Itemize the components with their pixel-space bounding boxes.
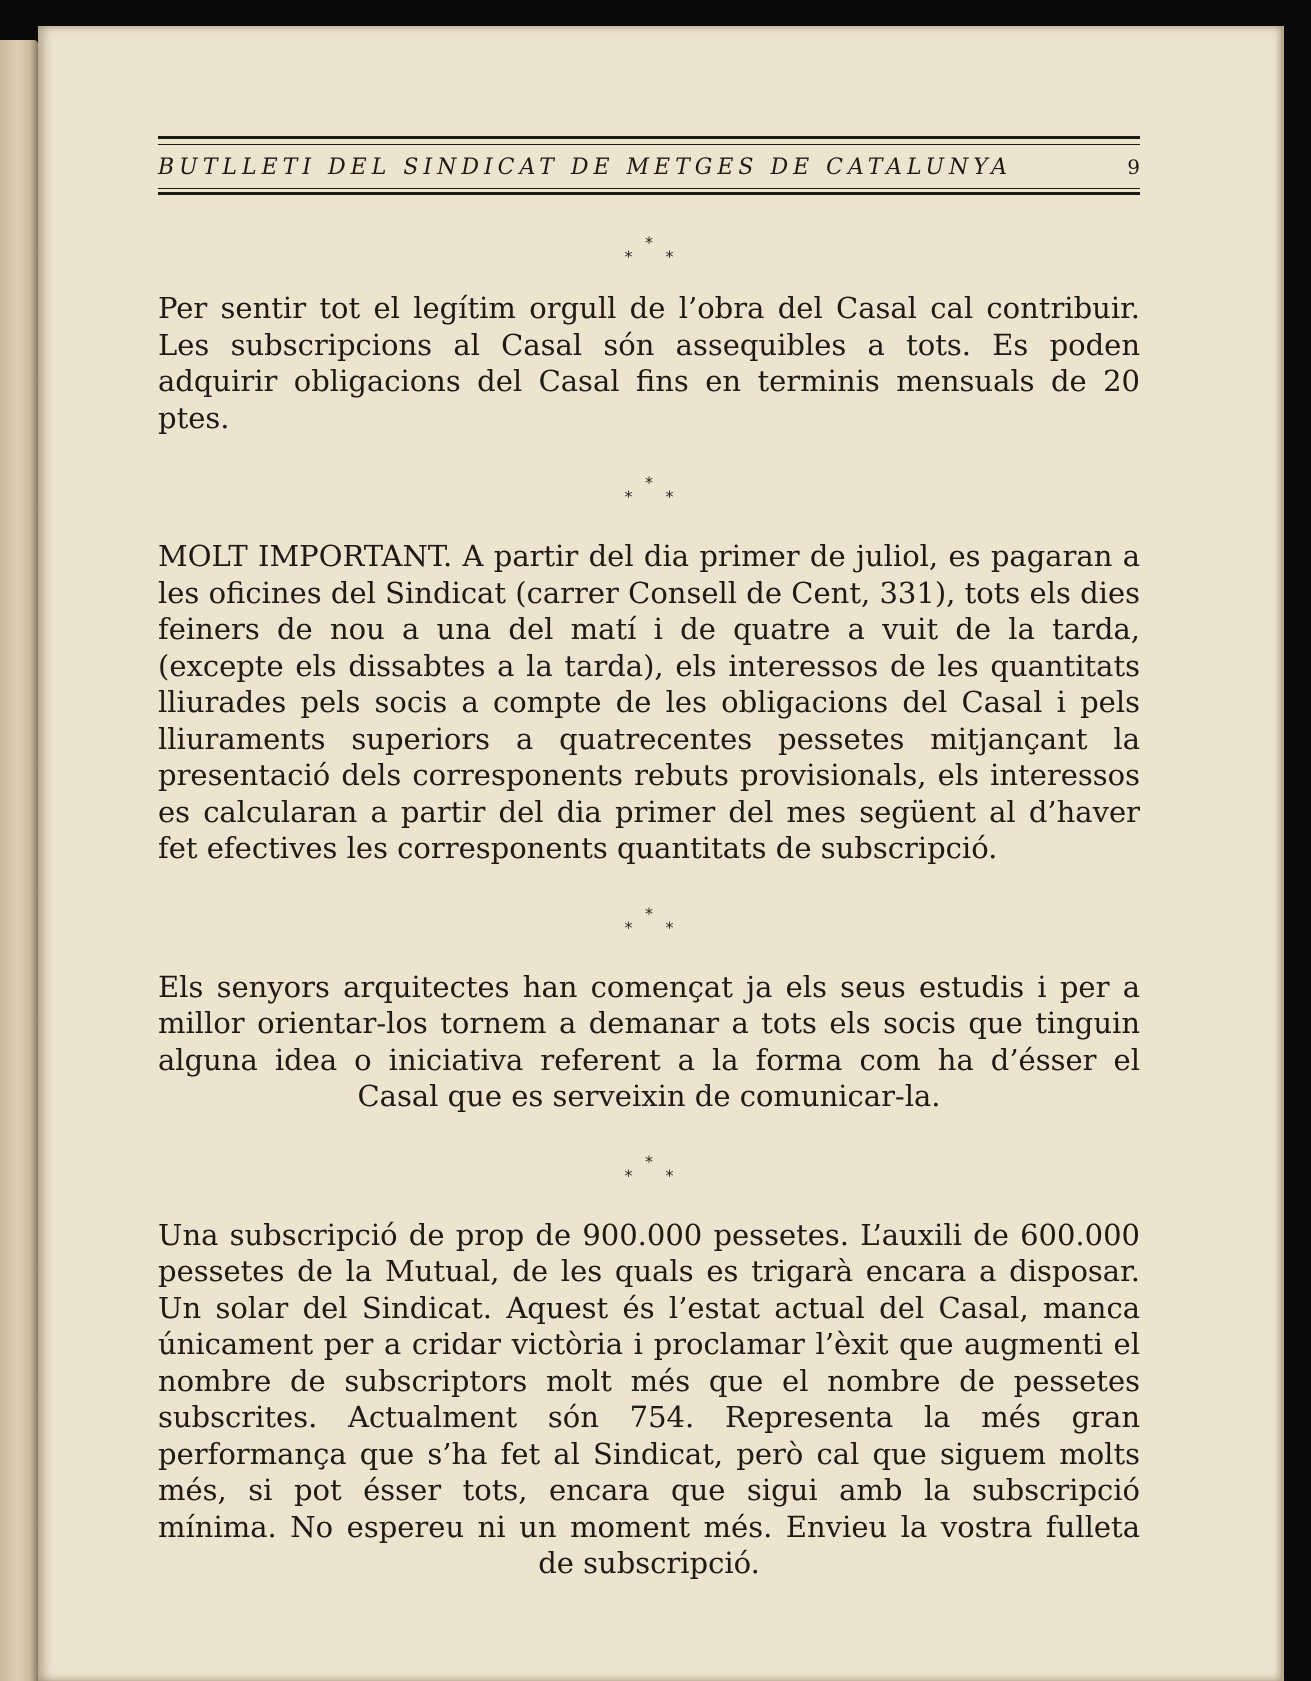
asterism-divider [158, 903, 1140, 937]
asterism-bottom: * * [624, 917, 688, 937]
asterism-top: * [645, 903, 653, 923]
header-rule-bottom-thick [158, 192, 1140, 195]
header-rule-top-thick [158, 136, 1140, 139]
asterism-bottom: * * [624, 487, 688, 506]
article-body [158, 233, 1140, 1582]
asterism-top: * [645, 233, 653, 252]
header-rule-bottom-thin [158, 188, 1140, 189]
paragraph-arquitectes: Els senyors arquitectes han començat ja els seus estudis i per a millor orientar-los tornem a demanar a tots els socis que tinguin alguna idea o iniciativa referent a la forma com ha d’ésser el Casal que es serveixin de comunicar-la. [158, 969, 1140, 1113]
header-rule-top-thin [158, 144, 1140, 145]
asterism-bottom: * * [624, 247, 688, 266]
asterism-top: * [645, 1151, 653, 1171]
page-number: 9 [1127, 155, 1140, 179]
header-line [158, 152, 1140, 182]
paragraph-subscripcio: Una subscripció de prop de 900.000 pessetes. L’auxili de 600.000 pessetes de la Mutual, de les quals es trigarà encara a disposar. Un solar del Sindicat. Aquest és l’estat actual del Casal, manca únicament per a cridar victòria i proclamar l’èxit que augmenti el nombre de subscriptors molt més que el nombre de pessetes subscrites. Actualment són 754. Representa la més gran performança que s’ha fet al Sindicat, però cal que siguem molts més, si pot ésser tots, encara que sigui amb la subscripció mínima. No espereu ni un moment més. Envieu la vostra fulleta de subscripció. [158, 1217, 1140, 1580]
running-title: BUTLLETI DEL SINDICAT DE METGES DE CATALUNYA [158, 154, 1012, 180]
document-page [38, 26, 1284, 1681]
asterism-divider [158, 1151, 1140, 1185]
previous-page-edge [0, 40, 38, 1681]
asterism-divider [158, 233, 1140, 266]
asterism-bottom: * * [624, 1165, 688, 1185]
paragraph-molt-important: MOLT IMPORTANT. A partir del dia primer de juliol, es pagaran a les oficines del Sindicat (carrer Consell de Cent, 331), tots els dies feiners de nou a una del matí i de quatre a vuit de la tarda, (excepte els dissabtes a la tarda), els interessos de les quantitats lliurades pels socis a compte de les obligacions del Casal i pels lliuraments superiors a quatrecentes pessetes mitjançant la presentació dels corresponents rebuts provisionals, els interessos es calcularan a partir del dia primer del mes següent al d’haver fet efectives les corresponents quantitats de subscripció. [158, 539, 1140, 865]
paragraph-casal-contribution: Per sentir tot el legítim orgull de l’obra del Casal cal contribuir. Les subscripcions al Casal són assequibles a tots. Es poden adquirir obligacions del Casal fins en terminis mensuals de 20 ptes. [158, 291, 1140, 435]
asterism-divider [158, 473, 1140, 506]
running-header [158, 132, 1140, 212]
asterism-top: * [645, 473, 653, 492]
